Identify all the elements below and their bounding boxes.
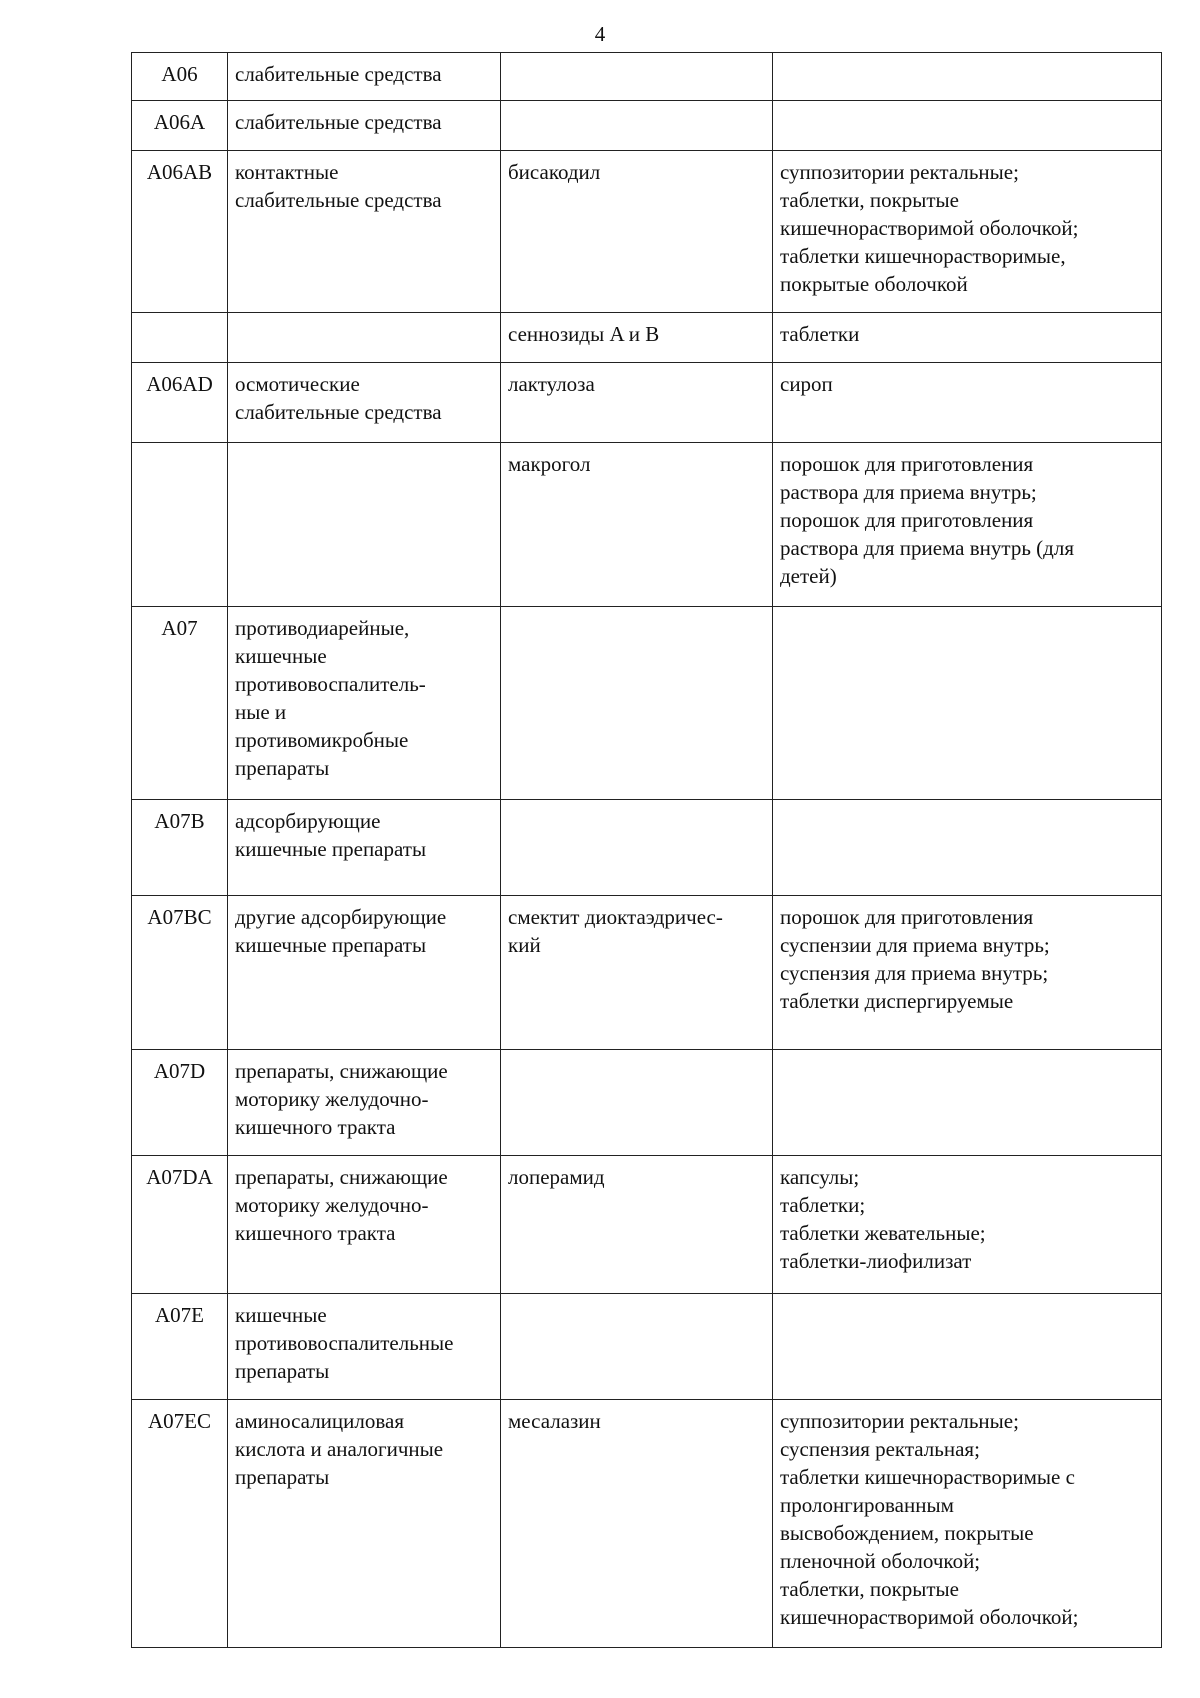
drug-name-cell	[501, 53, 773, 101]
anatomical-group-cell: препараты, снижающие моторику желудочно- кишечного тракта	[228, 1050, 501, 1156]
dosage-form-cell: порошок для приготовления раствора для приема внутрь; порошок для приготовления раствора для приема внутрь (для детей)	[773, 443, 1162, 607]
anatomical-group-cell: контактные слабительные средства	[228, 151, 501, 313]
drug-name-cell: бисакодил	[501, 151, 773, 313]
dosage-form-cell: суппозитории ректальные; суспензия ректальная; таблетки кишечнорастворимые с пролонгированным высвобождением, покрытые пленочной оболочкой; таблетки, покрытые кишечнорастворимой оболочкой;	[773, 1400, 1162, 1648]
anatomical-group-cell: аминосалициловая кислота и аналогичные препараты	[228, 1400, 501, 1648]
table-row	[132, 1156, 1162, 1294]
dosage-form-cell	[773, 800, 1162, 896]
page-number: 4	[594, 22, 606, 46]
drug-name-cell: лактулоза	[501, 363, 773, 443]
table-row	[132, 101, 1162, 151]
atc-code-cell: A07	[132, 607, 228, 800]
drug-name-cell: сеннозиды A и B	[501, 313, 773, 363]
atc-code-cell: A07BC	[132, 896, 228, 1050]
dosage-form-cell: порошок для приготовления суспензии для приема внутрь; суспензия для приема внутрь; таблетки диспергируемые	[773, 896, 1162, 1050]
table-row	[132, 800, 1162, 896]
drug-name-cell	[501, 1050, 773, 1156]
anatomical-group-cell: адсорбирующие кишечные препараты	[228, 800, 501, 896]
table-row	[132, 607, 1162, 800]
anatomical-group-cell: другие адсорбирующие кишечные препараты	[228, 896, 501, 1050]
atc-code-cell: A06AD	[132, 363, 228, 443]
table-row	[132, 443, 1162, 607]
atc-code-cell: A06A	[132, 101, 228, 151]
anatomical-group-cell: слабительные средства	[228, 53, 501, 101]
table-row	[132, 363, 1162, 443]
anatomical-group-cell: осмотические слабительные средства	[228, 363, 501, 443]
drug-name-cell: макрогол	[501, 443, 773, 607]
table-row	[132, 896, 1162, 1050]
drug-name-cell	[501, 101, 773, 151]
anatomical-group-cell: кишечные противовоспалительные препараты	[228, 1294, 501, 1400]
atc-code-cell: A07B	[132, 800, 228, 896]
dosage-form-cell	[773, 1294, 1162, 1400]
drug-name-cell	[501, 800, 773, 896]
drug-name-cell	[501, 1294, 773, 1400]
drug-list-table	[131, 52, 1162, 1648]
table-row	[132, 313, 1162, 363]
atc-code-cell: A07E	[132, 1294, 228, 1400]
atc-code-cell: A07EC	[132, 1400, 228, 1648]
anatomical-group-cell: препараты, снижающие моторику желудочно- кишечного тракта	[228, 1156, 501, 1294]
anatomical-group-cell: противодиарейные, кишечные противовоспалитель- ные и противомикробные препараты	[228, 607, 501, 800]
dosage-form-cell: суппозитории ректальные; таблетки, покрытые кишечнорастворимой оболочкой; таблетки кишечнорастворимые, покрытые оболочкой	[773, 151, 1162, 313]
dosage-form-cell	[773, 607, 1162, 800]
drug-name-cell: смектит диоктаэдричес- кий	[501, 896, 773, 1050]
drug-name-cell	[501, 607, 773, 800]
anatomical-group-cell: слабительные средства	[228, 101, 501, 151]
dosage-form-cell	[773, 53, 1162, 101]
atc-code-cell	[132, 443, 228, 607]
atc-code-cell: A06AB	[132, 151, 228, 313]
table-row	[132, 151, 1162, 313]
atc-code-cell: A07DA	[132, 1156, 228, 1294]
dosage-form-cell: капсулы; таблетки; таблетки жевательные; таблетки-лиофилизат	[773, 1156, 1162, 1294]
table-row	[132, 53, 1162, 101]
anatomical-group-cell	[228, 313, 501, 363]
anatomical-group-cell	[228, 443, 501, 607]
table-row	[132, 1050, 1162, 1156]
table-row	[132, 1400, 1162, 1648]
dosage-form-cell: сироп	[773, 363, 1162, 443]
atc-code-cell	[132, 313, 228, 363]
atc-code-cell: A06	[132, 53, 228, 101]
dosage-form-cell	[773, 1050, 1162, 1156]
dosage-form-cell: таблетки	[773, 313, 1162, 363]
table-row	[132, 1294, 1162, 1400]
drug-name-cell: лоперамид	[501, 1156, 773, 1294]
atc-code-cell: A07D	[132, 1050, 228, 1156]
dosage-form-cell	[773, 101, 1162, 151]
drug-name-cell: месалазин	[501, 1400, 773, 1648]
